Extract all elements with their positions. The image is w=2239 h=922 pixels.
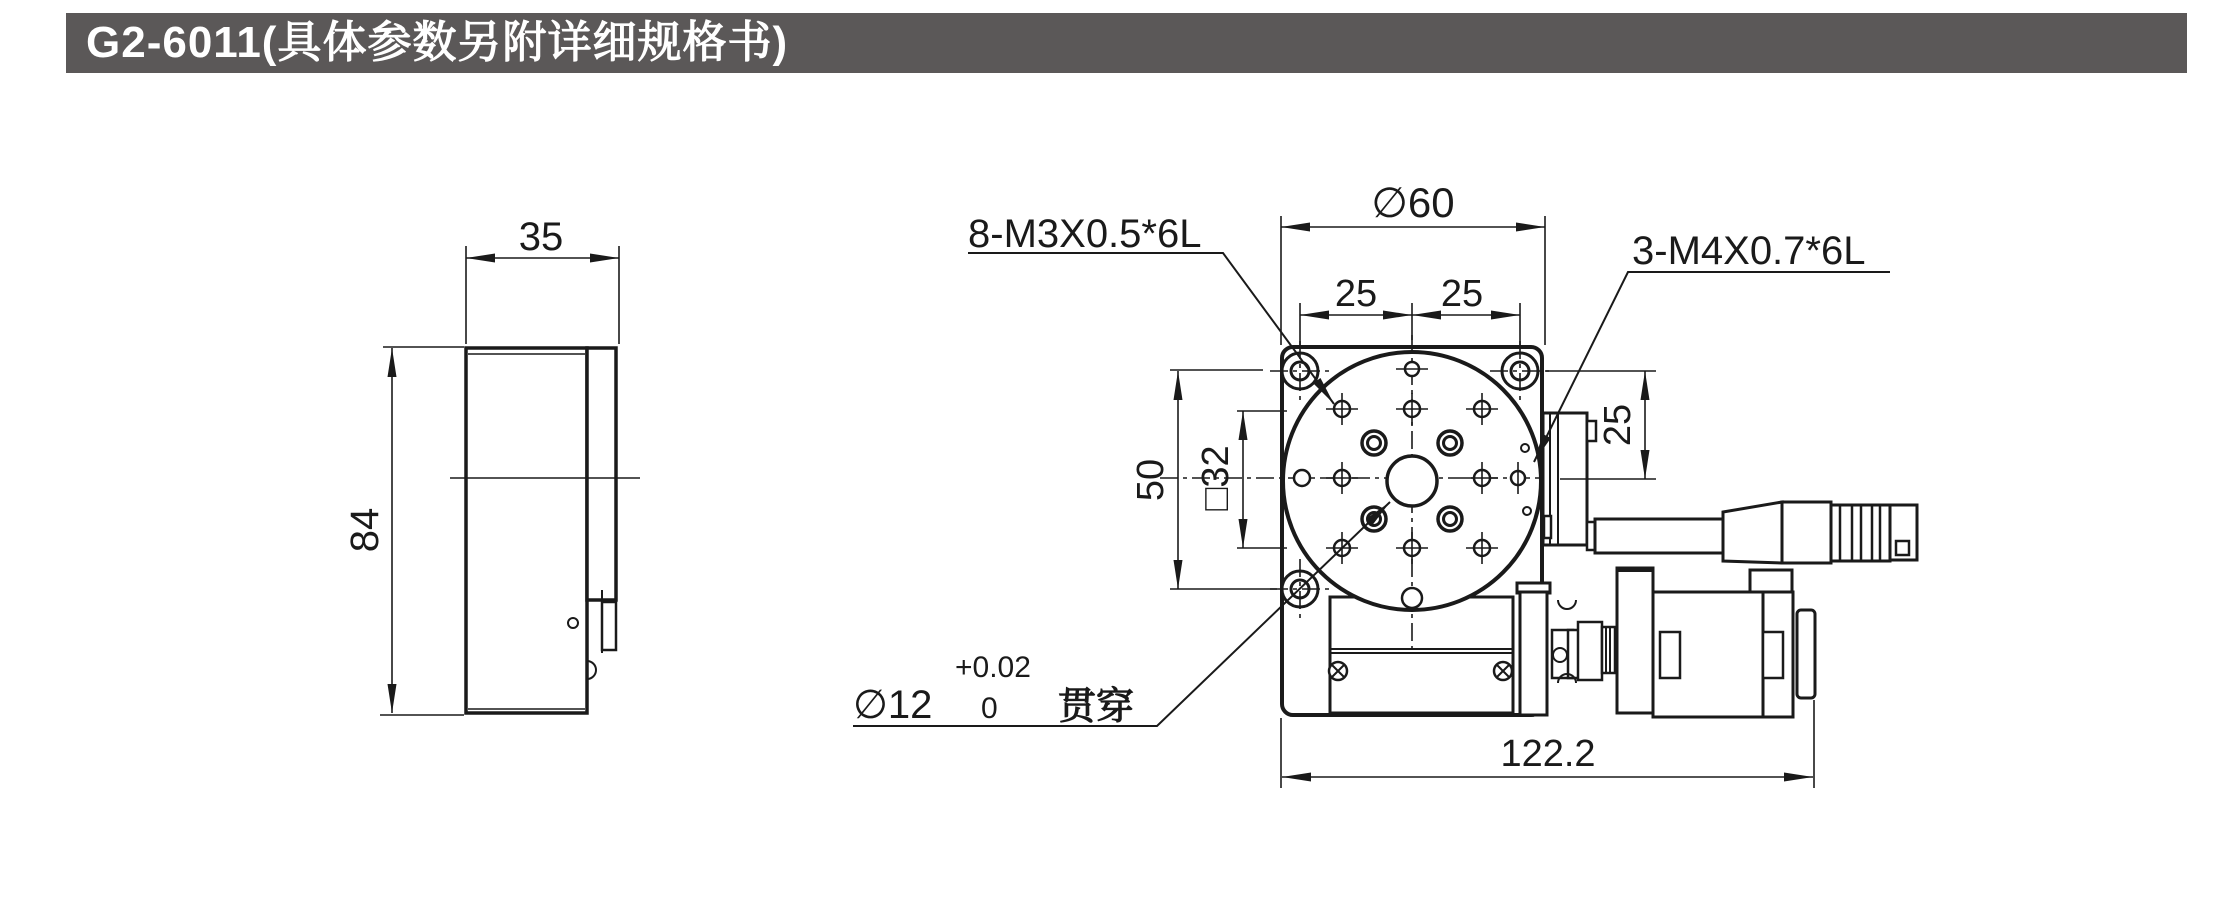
dim-hole-spacing [1300, 273, 1520, 346]
base-panel [1329, 597, 1513, 713]
svg-text:∅60: ∅60 [1371, 179, 1455, 226]
dim-table-diameter [1281, 179, 1545, 345]
side-view [343, 215, 640, 715]
svg-text:3-M4X0.7*6L: 3-M4X0.7*6L [1632, 229, 1866, 273]
motor [1653, 570, 1815, 717]
svg-text:∅12: ∅12 [853, 683, 933, 727]
side-height-dim: 84 [343, 507, 387, 553]
side-width-dim: 35 [518, 215, 564, 259]
svg-text:50: 50 [1130, 458, 1172, 502]
svg-text:□32: □32 [1195, 445, 1237, 511]
svg-text:25: 25 [1597, 403, 1639, 447]
panel-screw-left [1329, 662, 1347, 680]
svg-text:+0.02: +0.02 [955, 651, 1031, 684]
dim-square-pattern [1195, 411, 1287, 548]
svg-text:贯穿: 贯穿 [1058, 686, 1135, 728]
side-pin-hole [568, 618, 578, 628]
motor-connector [1587, 502, 1917, 563]
center-bore [1387, 456, 1437, 506]
page-title: G2-6011(具体参数另附详细规格书) [86, 18, 789, 67]
panel-screw-right [1494, 662, 1512, 680]
svg-text:25: 25 [1334, 273, 1378, 315]
label-m3-holes [968, 212, 1334, 404]
svg-text:122.2: 122.2 [1500, 733, 1596, 775]
svg-text:25: 25 [1440, 273, 1484, 315]
front-view [853, 179, 1917, 788]
svg-text:0: 0 [981, 692, 998, 725]
svg-text:8-M3X0.5*6L: 8-M3X0.5*6L [968, 212, 1202, 256]
